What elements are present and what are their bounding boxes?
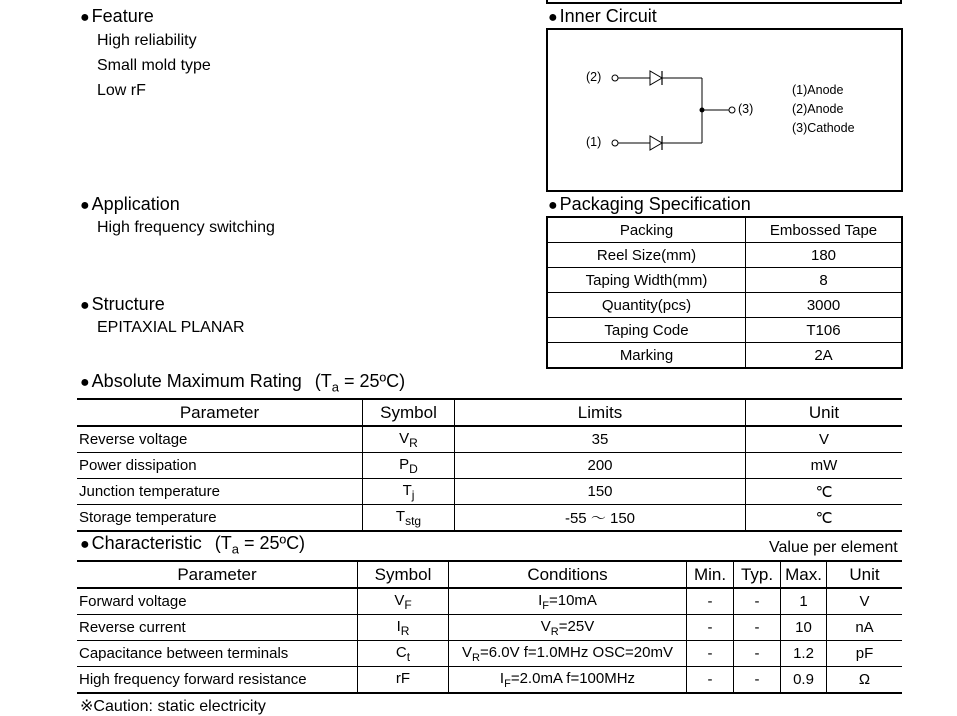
table-cell: Taping Code [547, 318, 746, 343]
table-cell: 3000 [746, 293, 903, 318]
table-row [547, 318, 902, 343]
typ-cell: - [734, 641, 781, 667]
symbol-cell: rF [358, 667, 449, 694]
inner-circuit-box [546, 28, 903, 192]
diode-icon [650, 71, 662, 85]
application-item: High frequency switching [97, 219, 275, 236]
characteristic-condition: ($T_a$ = 25ºC) [214, 533, 306, 557]
feature-heading: ● Feature [80, 6, 154, 26]
typ-cell: - [734, 667, 781, 694]
table-cell: Taping Width(mm) [547, 268, 746, 293]
limits-cell: 35 [455, 426, 746, 453]
conditions-cell: $V_R=6.0V$ f=1.0MHz OSC=20mV [449, 641, 687, 667]
structure-item: EPITAXIAL PLANAR [97, 319, 245, 336]
min-cell: - [687, 588, 734, 615]
table-row [77, 615, 902, 641]
unit-cell: V [746, 426, 903, 453]
unit-cell: pF [827, 641, 903, 667]
symbol-cell: $T_{stg}$ [363, 505, 455, 532]
column-header: Parameter [77, 561, 358, 588]
symbol-cell: $C_t$ [358, 641, 449, 667]
pin-2-label: (2) [586, 70, 602, 84]
table-cell: 180 [746, 243, 903, 268]
column-header: Conditions [449, 561, 687, 588]
table-cell: Quantity(pcs) [547, 293, 746, 318]
previous-box-border [546, 0, 902, 4]
pin-1-label: (1) [586, 135, 602, 149]
circuit-diagram [548, 30, 901, 190]
limits-cell: 200 [455, 453, 746, 479]
table-row [547, 293, 902, 318]
feature-item: Small mold type [97, 57, 211, 74]
unit-cell: ℃ [815, 509, 833, 527]
application-heading: ● Application [80, 194, 180, 214]
abs-max-condition: ($T_a$ = 25ºC) [314, 371, 406, 395]
limits-cell: -55 ～ 150 [455, 505, 746, 532]
diode-icon [650, 136, 662, 150]
characteristic-table [77, 560, 902, 694]
param-cell: Reverse voltage [77, 426, 363, 453]
abs-max-heading: ● Absolute Maximum Rating ($T_a$ = 25ºC) [80, 371, 406, 395]
unit-cell: V [827, 588, 903, 615]
table-cell: Marking [547, 343, 746, 369]
bullet-icon: ● [80, 297, 90, 314]
column-header: Min. [687, 561, 734, 588]
table-row [77, 641, 902, 667]
param-cell: Reverse current [77, 615, 358, 641]
table-row [77, 426, 902, 453]
bullet-icon: ● [80, 374, 90, 391]
symbol-cell: $P_D$ [363, 453, 455, 479]
conditions-cell: $I_F=10mA$ [449, 588, 687, 615]
legend-anode-1: (1)Anode [792, 83, 844, 97]
table-cell: Reel Size(mm) [547, 243, 746, 268]
typ-cell: - [734, 588, 781, 615]
abs-max-table [77, 398, 902, 532]
table-cell: Packing [547, 217, 746, 243]
legend-cathode: (3)Cathode [792, 121, 855, 135]
unit-cell: Ω [858, 671, 871, 688]
legend-anode-2: (2)Anode [792, 102, 844, 116]
conditions-cell: $I_F=2.0mA$ f=100MHz [449, 667, 687, 694]
column-header: Parameter [77, 399, 363, 426]
unit-cell: mW [746, 453, 903, 479]
bullet-icon: ● [548, 9, 558, 26]
param-cell: Storage temperature [77, 505, 363, 532]
min-cell: - [687, 667, 734, 694]
param-cell: Forward voltage [77, 588, 358, 615]
table-row [547, 268, 902, 293]
column-header: Symbol [363, 399, 455, 426]
column-header: Unit [827, 561, 903, 588]
param-cell: High frequency forward resistance [77, 667, 358, 694]
conditions-cell: $V_R=25V$ [449, 615, 687, 641]
unit-cell: nA [827, 615, 903, 641]
packaging-table [546, 216, 903, 369]
typ-cell: - [734, 615, 781, 641]
table-row [547, 243, 902, 268]
characteristic-heading: ● Characteristic ($T_a$ = 25ºC) [80, 533, 306, 557]
inner-circuit-heading: ● Inner Circuit [548, 6, 657, 26]
bullet-icon: ● [80, 9, 90, 26]
value-per-element-note: Value per element [769, 539, 898, 556]
symbol-cell: $V_R$ [363, 426, 455, 453]
limits-cell: 150 [455, 479, 746, 505]
table-row [77, 667, 902, 694]
table-row [547, 343, 902, 369]
table-cell: 2A [746, 343, 903, 369]
table-header-row [77, 561, 902, 588]
max-cell: 1 [781, 588, 827, 615]
feature-item: Low rF [97, 82, 146, 99]
feature-item: High reliability [97, 32, 197, 49]
column-header: Unit [746, 399, 903, 426]
table-row [77, 505, 902, 532]
param-cell: Capacitance between terminals [77, 641, 358, 667]
packaging-heading: ● Packaging Specification [548, 194, 751, 214]
column-header: Limits [455, 399, 746, 426]
table-header-row [77, 399, 902, 426]
table-row [547, 217, 902, 243]
column-header: Symbol [358, 561, 449, 588]
bullet-icon: ● [80, 536, 90, 553]
column-header: Max. [781, 561, 827, 588]
bullet-icon: ● [548, 197, 558, 214]
column-header: Typ. [734, 561, 781, 588]
table-cell: 8 [746, 268, 903, 293]
max-cell: 1.2 [781, 641, 827, 667]
pin-3-label: (3) [738, 102, 754, 116]
table-row [77, 479, 902, 505]
param-cell: Junction temperature [77, 479, 363, 505]
symbol-cell: $T_j$ [363, 479, 455, 505]
min-cell: - [687, 615, 734, 641]
table-cell: T106 [746, 318, 903, 343]
bullet-icon: ● [80, 197, 90, 214]
max-cell: 0.9 [781, 667, 827, 694]
symbol-cell: $V_F$ [358, 588, 449, 615]
symbol-cell: $I_R$ [358, 615, 449, 641]
unit-cell: ℃ [746, 479, 903, 505]
param-cell: Power dissipation [77, 453, 363, 479]
min-cell: - [687, 641, 734, 667]
structure-heading: ● Structure [80, 294, 165, 314]
table-row [77, 453, 902, 479]
max-cell: 10 [781, 615, 827, 641]
table-cell: Embossed Tape [746, 217, 903, 243]
caution-note: ※Caution: static electricity [80, 698, 266, 715]
table-row [77, 588, 902, 615]
